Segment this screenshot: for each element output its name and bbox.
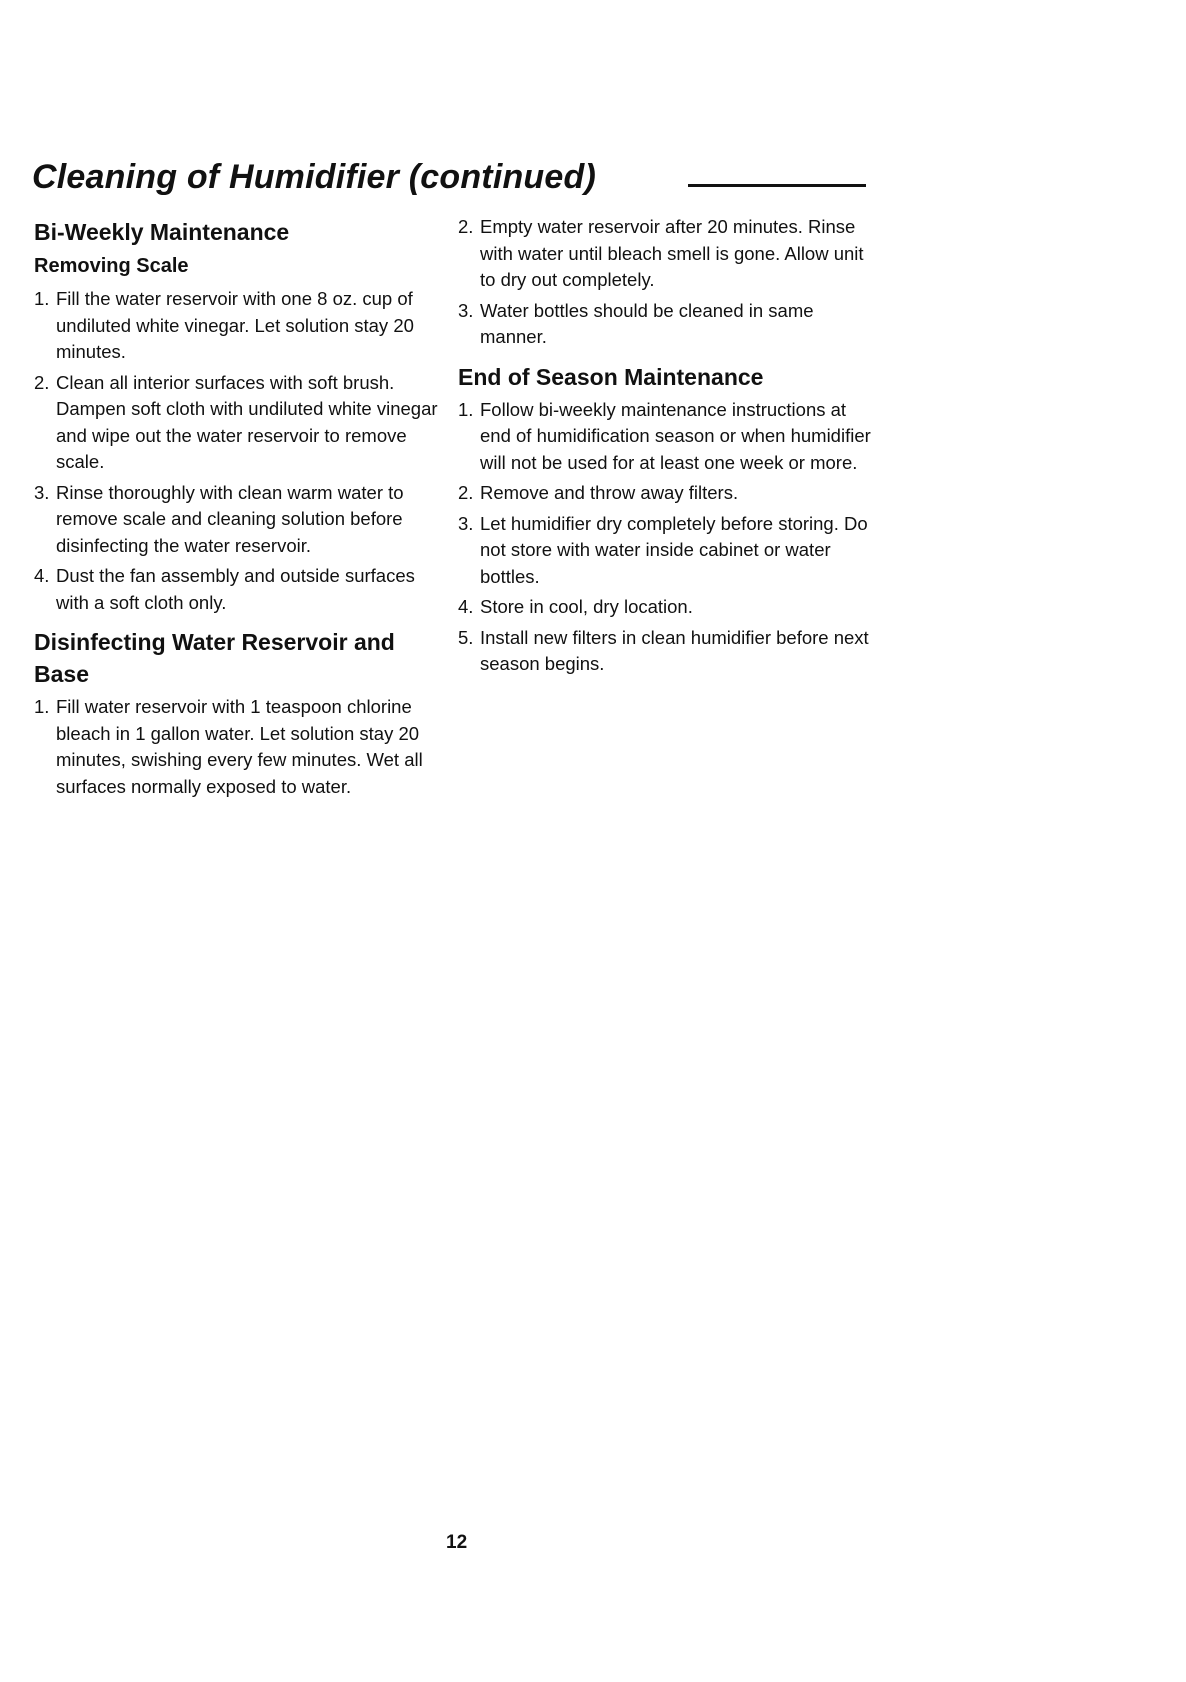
title-rule xyxy=(688,184,866,187)
list-item xyxy=(458,625,878,678)
list-item xyxy=(34,286,444,366)
item-text: Follow bi-weekly maintenance instructions at end of humidification season or when humidifier will not be used for at least one week or more. xyxy=(480,398,871,473)
item-number: 3. xyxy=(458,299,474,321)
item-text: Fill water reservoir with 1 teaspoon chlorine bleach in 1 gallon water. Let solution stay 20 minutes, swishing every few minutes. Wet all surfaces normally exposed to water. xyxy=(56,696,423,797)
list-item xyxy=(458,511,878,591)
removing-scale-list xyxy=(34,286,444,616)
right-column xyxy=(458,214,878,688)
list-item xyxy=(458,214,878,294)
list-item xyxy=(34,563,444,616)
item-text: Water bottles should be cleaned in same manner. xyxy=(480,299,814,347)
item-text: Let humidifier dry completely before storing. Do not store with water inside cabinet or water bottles. xyxy=(480,512,868,587)
disinfecting-list xyxy=(34,694,444,800)
list-item xyxy=(458,397,878,477)
list-item xyxy=(34,480,444,560)
item-text: Dust the fan assembly and outside surfaces with a soft cloth only. xyxy=(56,565,415,613)
end-of-season-heading: End of Season Maintenance xyxy=(458,363,764,390)
end-of-season-list xyxy=(458,397,878,678)
list-item xyxy=(34,370,444,476)
item-text: Store in cool, dry location. xyxy=(480,596,693,617)
list-item xyxy=(458,480,878,507)
item-text: Empty water reservoir after 20 minutes. Rinse with water until bleach smell is gone. Allow unit to dry out completely. xyxy=(480,216,864,290)
list-item xyxy=(458,594,878,621)
disinfecting-heading: Disinfecting Water Reservoir and Base xyxy=(34,629,395,687)
item-number: 1. xyxy=(34,696,50,717)
item-number: 3. xyxy=(34,481,50,503)
item-number: 1. xyxy=(34,288,50,309)
left-column xyxy=(34,216,444,810)
item-number: 3. xyxy=(458,512,474,534)
item-number: 1. xyxy=(458,398,474,420)
item-text: Remove and throw away filters. xyxy=(480,482,739,503)
removing-scale-heading: Removing Scale xyxy=(34,255,189,277)
disinfecting-list-continued xyxy=(458,214,878,351)
item-number: 2. xyxy=(34,371,50,393)
item-text: Install new filters in clean humidifier before next season begins. xyxy=(480,626,869,674)
item-number: 5. xyxy=(458,626,474,648)
bi-weekly-heading: Bi-Weekly Maintenance xyxy=(34,219,290,245)
item-text: Rinse thoroughly with clean warm water to remove scale and cleaning solution before disinfecting the water reservoir. xyxy=(56,481,404,556)
list-item xyxy=(34,694,444,800)
item-text: Fill the water reservoir with one 8 oz. cup of undiluted white vinegar. Let solution stay 20 minutes. xyxy=(56,288,414,362)
item-number: 2. xyxy=(458,482,474,503)
item-number: 4. xyxy=(34,565,50,586)
page-number: 12 xyxy=(446,1532,468,1553)
page-title: Cleaning of Humidifier (continued) xyxy=(32,158,596,196)
item-number: 2. xyxy=(458,216,474,237)
item-text: Clean all interior surfaces with soft brush. Dampen soft cloth with undiluted white vinegar and wipe out the water reservoir to remove scale. xyxy=(56,371,438,472)
item-number: 4. xyxy=(458,596,474,617)
list-item xyxy=(458,298,878,351)
